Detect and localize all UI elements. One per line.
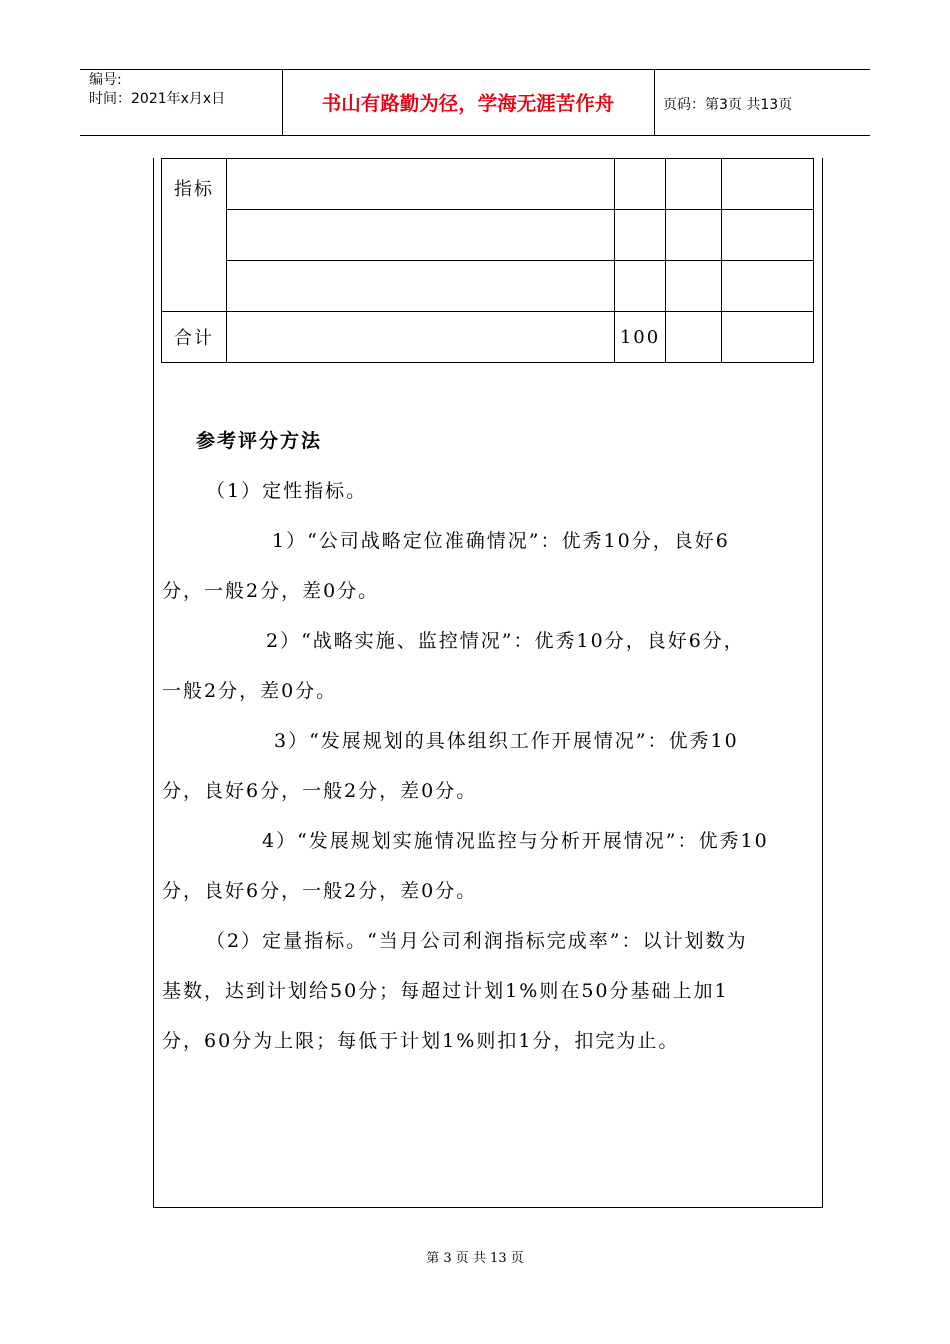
header-left-block bbox=[89, 71, 225, 109]
header-motto: 书山有路勤为径，学海无涯苦作舟 bbox=[321, 92, 615, 115]
table-row bbox=[162, 261, 814, 312]
table-cell bbox=[615, 261, 666, 312]
table-row bbox=[162, 210, 814, 261]
header-page-label: 页码：第3页 共13页 bbox=[663, 97, 793, 113]
header-bottom-rule bbox=[80, 135, 870, 136]
table-row-total bbox=[162, 312, 814, 363]
section2-line1: （2）定量指标。“当月公司利润指标完成率”：以计划数为 bbox=[206, 930, 748, 952]
section2-line2: 基数，达到计划给50分；每超过计划1%则在50分基础上加1 bbox=[162, 980, 729, 1002]
table-cell bbox=[666, 312, 722, 363]
table-cell bbox=[227, 159, 615, 210]
table-cell bbox=[615, 210, 666, 261]
total-label: 合计 bbox=[174, 328, 214, 349]
header-code-label: 编号: bbox=[89, 72, 122, 88]
total-score: 100 bbox=[615, 312, 666, 363]
section-title: 参考评分方法 bbox=[196, 430, 323, 452]
page-footer: 第 3 页 共 13 页 bbox=[426, 1251, 524, 1266]
item1-line2: 分，一般2分，差0分。 bbox=[162, 580, 380, 602]
table-cell bbox=[666, 159, 722, 210]
item3-line2: 分，良好6分，一般2分，差0分。 bbox=[162, 780, 478, 802]
item1-line1: 1）“公司战略定位准确情况”：优秀10分，良好6 bbox=[272, 530, 730, 552]
table-cell bbox=[227, 312, 615, 363]
table-cell bbox=[722, 312, 814, 363]
table-cell bbox=[722, 261, 814, 312]
item3-line1: 3）“发展规划的具体组织工作开展情况”：优秀10 bbox=[274, 730, 739, 752]
item4-line2: 分，良好6分，一般2分，差0分。 bbox=[162, 880, 478, 902]
table-cell bbox=[666, 261, 722, 312]
table-cell bbox=[615, 159, 666, 210]
indicator-label: 指标 bbox=[174, 179, 214, 200]
indicator-cell bbox=[162, 159, 227, 312]
header-divider-2 bbox=[654, 69, 655, 135]
section1-heading: （1）定性指标。 bbox=[206, 480, 368, 502]
table-cell bbox=[722, 210, 814, 261]
item2-line2: 一般2分，差0分。 bbox=[162, 680, 338, 702]
table-row bbox=[162, 159, 814, 210]
table-cell bbox=[227, 261, 615, 312]
section2-line3: 分，60分为上限；每低于计划1%则扣1分，扣完为止。 bbox=[162, 1030, 680, 1052]
table-cell bbox=[227, 210, 615, 261]
table-cell bbox=[666, 210, 722, 261]
header-time-label: 时间：2021年x月x日 bbox=[89, 91, 226, 107]
item4-line1: 4）“发展规划实施情况监控与分析开展情况”：优秀10 bbox=[262, 830, 769, 852]
header-top-rule bbox=[80, 69, 870, 70]
item2-line1: 2）“战略实施、监控情况”：优秀10分，良好6分， bbox=[266, 630, 745, 652]
total-label-cell bbox=[162, 312, 227, 363]
score-table bbox=[161, 158, 814, 363]
table-cell bbox=[722, 159, 814, 210]
